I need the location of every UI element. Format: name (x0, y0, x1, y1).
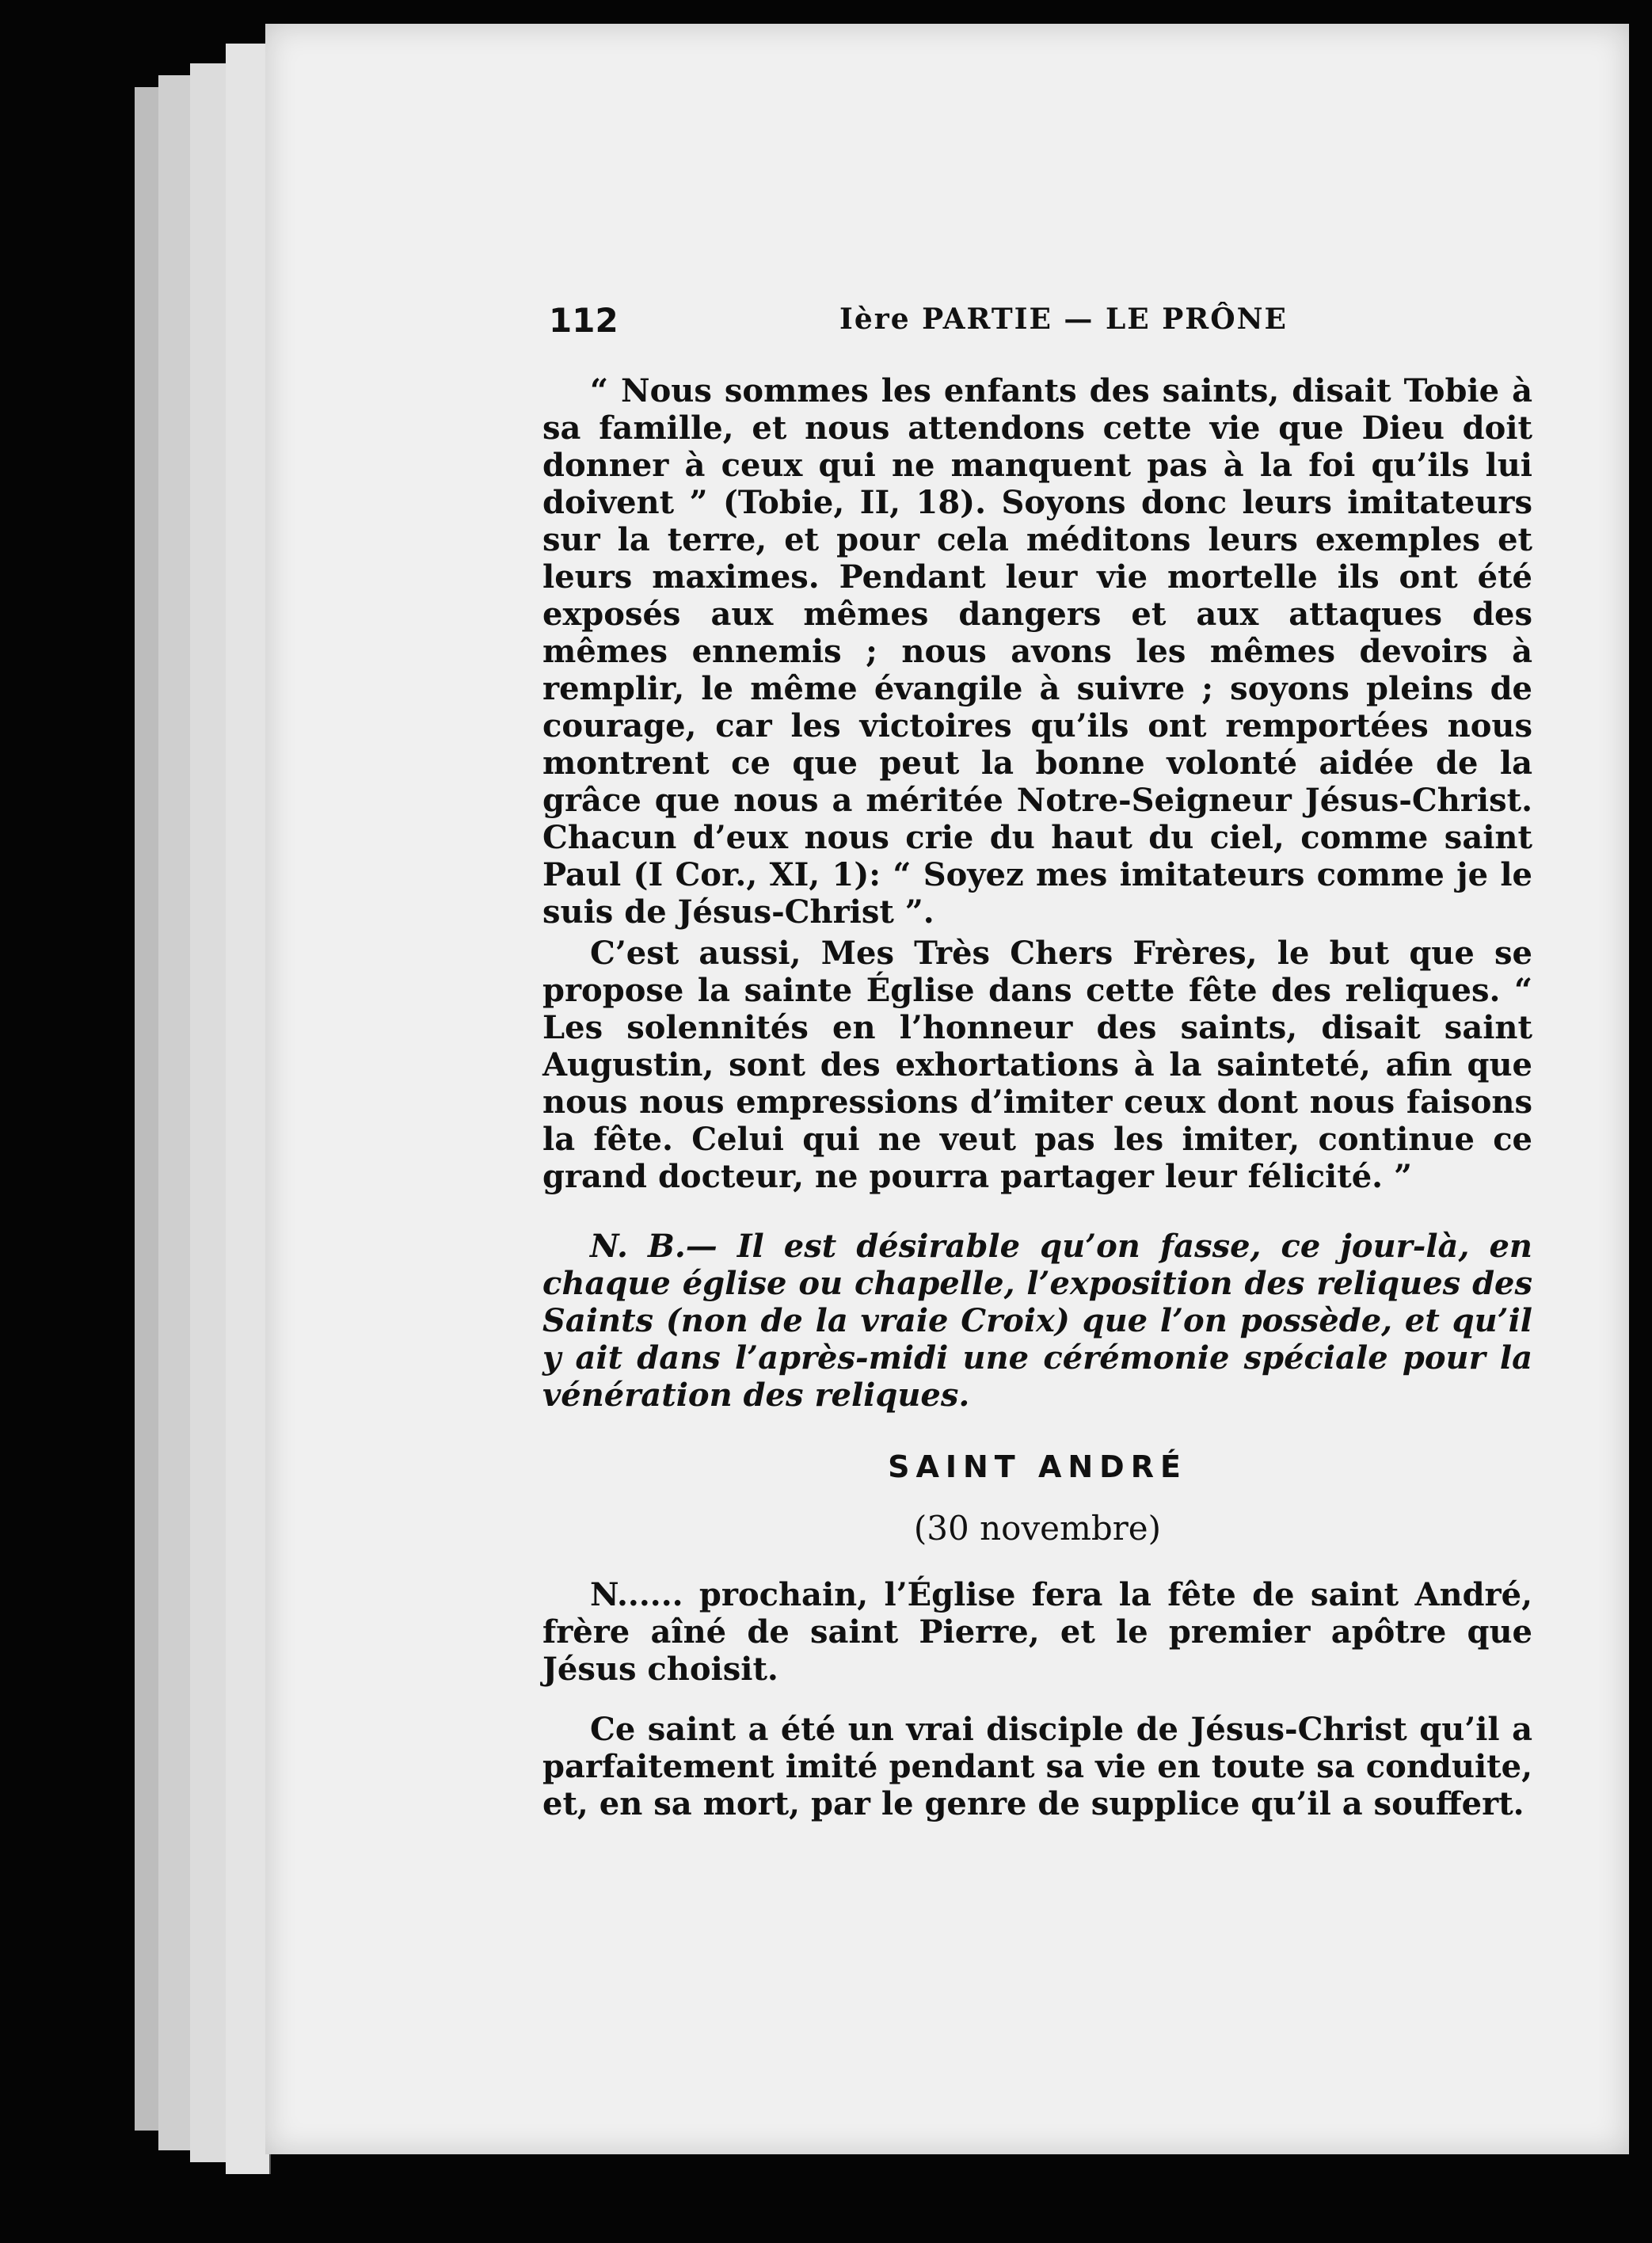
page-edge (135, 87, 160, 2131)
editorial-note: N. B.— Il est désirable qu’on fasse, ce jour-là, en chaque église ou chapelle, l’exposition des reliques des Saints (non de la vraie Croix) que l’on possède, et qu’il y ait dans l’après-midi une cérémonie spéciale pour la vénération des reliques. (542, 1228, 1532, 1414)
section-paragraph-1: N...... prochain, l’Église fera la fête de saint André, frère aîné de saint Pierre, et le premier apôtre que Jésus choisit. (542, 1576, 1532, 1688)
book-page (265, 24, 1629, 2154)
section-title: SAINT ANDRÉ (888, 1449, 1187, 1484)
body-paragraph-2: C’est aussi, Mes Très Chers Frères, le but que se propose la sainte Église dans cette fête des reliques. “ Les solennités en l’honneur des saints, disait saint Augustin, sont des exhortations à la sainteté, afin que nous nous empressions d’imiter ceux dont nous faisons la fête. Celui qui ne veut pas les imiter, continue ce grand docteur, ne pourra partager leur félicité. ” (542, 935, 1532, 1195)
page-edge (190, 63, 227, 2162)
page-edge (226, 44, 271, 2174)
section-date: (30 novembre) (913, 1509, 1162, 1548)
body-paragraph-1: “ Nous sommes les enfants des saints, disait Tobie à sa famille, et nous attendons cette vie que Dieu doit donner à ceux qui ne manquent pas à la foi qu’ils lui doivent ” (Tobie, II, 18). Soyons donc leurs imitateurs sur la terre, et pour cela méditons leurs exemples et leurs maximes. Pendant leur vie mortelle ils ont été exposés aux mêmes dangers et aux attaques des mêmes ennemis ; nous avons les mêmes devoirs à remplir, le même évangile à suivre ; soyons pleins de courage, car les victoires qu’ils ont remportées nous montrent ce que peut la bonne volonté aidée de la grâce que nous a méritée Notre-Seigneur Jésus-Christ. Chacun d’eux nous crie du haut du ciel, comme saint Paul (I Cor., XI, 1): “ Soyez mes imitateurs comme je le suis de Jésus-Christ ”. (542, 372, 1532, 931)
page-number: 112 (549, 301, 619, 340)
running-head: Ière PARTIE — LE PRÔNE (839, 303, 1288, 336)
section-paragraph-2: Ce saint a été un vrai disciple de Jésus-Christ qu’il a parfaitement imité pendant sa vie en toute sa conduite, et, en sa mort, par le genre de supplice qu’il a souffert. (542, 1711, 1532, 1822)
page-edge (158, 75, 192, 2150)
page-header (265, 301, 1629, 356)
